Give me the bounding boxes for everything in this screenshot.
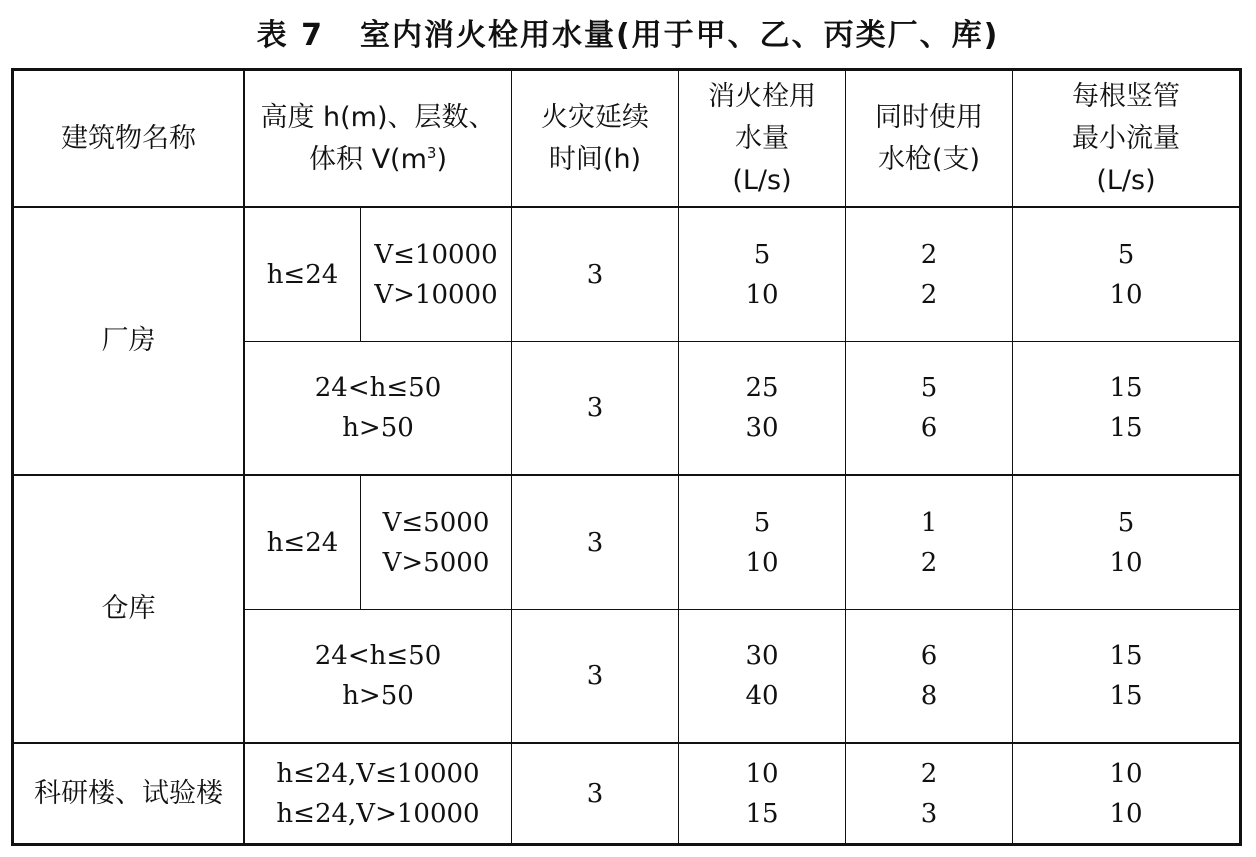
height-value-1: 24<h≤50: [314, 373, 442, 403]
height-value-2: h≤24,V>10000: [276, 798, 480, 829]
header-height-line2: [309, 139, 447, 181]
flow-value-1: 30: [745, 641, 779, 671]
header-height-superscript: 3: [426, 143, 437, 162]
guns-value-2: 8: [920, 681, 938, 711]
row-factory-2-height: [245, 342, 511, 474]
header-guns-line2: 水枪(支): [877, 143, 981, 175]
header-duration-line1: 火灾延续: [541, 101, 649, 133]
flow-value-1: 25: [745, 373, 779, 403]
pipe-value-1: 15: [1109, 641, 1143, 671]
row-factory-1-flow: [679, 208, 845, 341]
header-flow-line1: 消火栓用: [708, 80, 816, 112]
header-pipe: [1013, 71, 1239, 206]
height-value-2: h>50: [342, 413, 414, 443]
header-flow-line2: 水量: [735, 122, 789, 154]
row-warehouse-1-volume: [361, 476, 511, 609]
group-name-factory-label: 厂房: [101, 325, 156, 356]
duration-value: 3: [586, 393, 604, 423]
table-border-right: [1239, 68, 1242, 846]
row-factory-1-guns: [846, 208, 1012, 341]
guns-value-2: 3: [920, 798, 938, 829]
guns-value-1: 5: [920, 373, 938, 403]
header-flow-line3: (L/s): [732, 164, 792, 196]
group-name-warehouse-label: 仓库: [101, 593, 156, 624]
pipe-value-1: 5: [1117, 507, 1135, 538]
duration-value: 3: [586, 778, 604, 809]
group-name-lab-label: 科研楼、试验楼: [34, 777, 223, 809]
row-lab-1-flow: [679, 744, 845, 843]
row-warehouse-1-height: [245, 476, 360, 609]
row-factory-2-pipe: [1013, 342, 1239, 474]
row-factory-2-guns: [846, 342, 1012, 474]
pipe-value-2: 10: [1109, 279, 1143, 310]
guns-value-1: 2: [920, 758, 938, 789]
header-building: [14, 71, 243, 206]
row-factory-1-duration: [512, 208, 678, 341]
row-warehouse-1-guns: [846, 476, 1012, 609]
pipe-value-1: 10: [1109, 758, 1143, 789]
row-factory-1-pipe: [1013, 208, 1239, 341]
guns-value-2: 2: [920, 279, 938, 310]
pipe-value-2: 15: [1109, 413, 1143, 443]
header-pipe-line2: 最小流量: [1072, 122, 1180, 154]
row-lab-1-pipe: [1013, 744, 1239, 843]
flow-value-2: 10: [745, 279, 779, 310]
table-border-bottom: [11, 843, 1242, 846]
guns-value-2: 6: [920, 413, 938, 443]
row-warehouse-1-flow: [679, 476, 845, 609]
header-flow: [679, 71, 845, 206]
row-warehouse-2-guns: [846, 610, 1012, 742]
volume-value-1: V≤10000: [374, 239, 498, 270]
pipe-value-2: 10: [1109, 547, 1143, 578]
guns-value-1: 6: [920, 641, 938, 671]
header-guns: [846, 71, 1012, 206]
table-number: 表 7: [256, 18, 324, 53]
header-duration-line2: 时间(h): [548, 143, 642, 175]
pipe-value-2: 15: [1109, 681, 1143, 711]
row-lab-1-duration: [512, 744, 678, 843]
duration-value: 3: [586, 661, 604, 691]
header-height-line1: 高度 h(m)、层数、: [260, 101, 496, 133]
flow-value-1: 5: [753, 239, 771, 270]
row-warehouse-2-duration: [512, 610, 678, 742]
duration-value: 3: [586, 527, 604, 558]
row-warehouse-2-flow: [679, 610, 845, 742]
row-lab-1-height: [245, 744, 511, 843]
row-warehouse-1-pipe: [1013, 476, 1239, 609]
header-building-label: 建筑物名称: [61, 122, 196, 154]
row-factory-1-height: [245, 208, 360, 341]
height-value-1: h≤24,V≤10000: [276, 758, 480, 789]
guns-value-2: 2: [920, 547, 938, 578]
height-value: h≤24: [266, 527, 339, 558]
guns-value-1: 2: [920, 239, 938, 270]
pipe-value-2: 10: [1109, 798, 1143, 829]
volume-value-1: V≤5000: [382, 507, 490, 538]
group-name-warehouse: [14, 476, 243, 742]
flow-value-2: 10: [745, 547, 779, 578]
flow-value-2: 15: [745, 798, 779, 829]
row-warehouse-1-duration: [512, 476, 678, 609]
header-pipe-line1: 每根竖管: [1072, 80, 1180, 112]
header-height-close: ): [436, 143, 447, 175]
table-title-text: 室内消火栓用水量(用于甲、乙、丙类厂、库): [359, 18, 1000, 53]
header-guns-line1: 同时使用: [875, 101, 983, 133]
table-title: [0, 8, 1256, 56]
flow-value-2: 30: [745, 413, 779, 443]
header-duration: [512, 71, 678, 206]
header-height: [245, 71, 511, 206]
group-name-lab: [14, 744, 243, 843]
pipe-value-1: 5: [1117, 239, 1135, 270]
volume-value-2: V>5000: [382, 547, 490, 578]
row-warehouse-2-height: [245, 610, 511, 742]
flow-value-2: 40: [745, 681, 779, 711]
flow-value-1: 10: [745, 758, 779, 789]
guns-value-1: 1: [920, 507, 938, 538]
height-value-1: 24<h≤50: [314, 641, 442, 671]
flow-value-1: 5: [753, 507, 771, 538]
header-height-line2-text: 体积 V(m: [309, 143, 427, 175]
duration-value: 3: [586, 259, 604, 290]
pipe-value-1: 15: [1109, 373, 1143, 403]
row-factory-1-volume: [361, 208, 511, 341]
row-factory-2-duration: [512, 342, 678, 474]
row-lab-1-guns: [846, 744, 1012, 843]
height-value: h≤24: [266, 259, 339, 290]
row-warehouse-2-pipe: [1013, 610, 1239, 742]
height-value-2: h>50: [342, 681, 414, 711]
volume-value-2: V>10000: [374, 279, 498, 310]
row-factory-2-flow: [679, 342, 845, 474]
group-name-factory: [14, 208, 243, 474]
header-pipe-line3: (L/s): [1096, 164, 1156, 196]
